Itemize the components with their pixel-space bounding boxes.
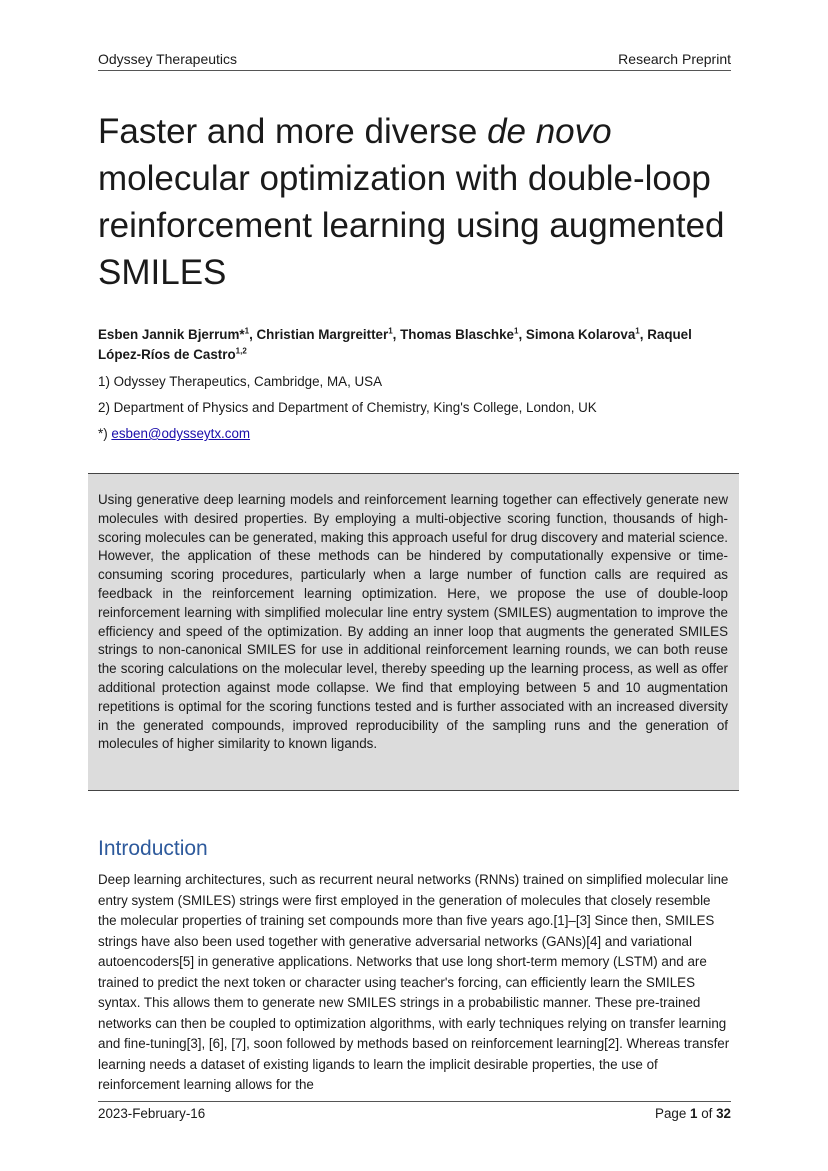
author-separator: , bbox=[518, 327, 526, 342]
author-name: Esben Jannik Bjerrum* bbox=[98, 327, 245, 342]
page-of: of bbox=[697, 1106, 717, 1121]
header-document-type: Research Preprint bbox=[618, 51, 731, 67]
author-name: Raquel López-Ríos de Castro bbox=[98, 327, 692, 362]
introduction-paragraph: Deep learning architectures, such as recurrent neural networks (RNNs) trained on simplified molecular line entry system (SMILES) strings were first employed in the generation of molecules that closely resemble the molecular properties of training set compounds more than five years ago.[1]–[3] Since then, SMILES strings have also been used together with generative adversarial networks (GANs)[4] and variational autoencoders[5] in generative applications. Networks that use long short-term memory (LSTM) and are trained to predict the next token or character using teacher's forcing, can efficiently learn the SMILES syntax. This allows them to generate new SMILES strings in a probabilistic manner. These pre-trained networks can then be coupled to optimization algorithms, with early techniques relying on transfer learning and fine-tuning[3], [6], [7], soon followed by methods based on reinforcement learning[2]. Whereas transfer learning needs a dataset of existing ligands to learn the implicit desirable properties, the use of reinforcement learning allows for the bbox=[98, 872, 730, 1092]
paper-title bbox=[98, 108, 738, 296]
author-separator: , bbox=[249, 327, 257, 342]
running-header bbox=[98, 51, 731, 71]
section-heading-introduction: Introduction bbox=[98, 837, 208, 860]
corresponding-contact bbox=[98, 425, 738, 442]
title-part-2: molecular optimization with double-loop reinforcement learning using augmented SMILES bbox=[98, 159, 725, 292]
page-prefix: Page bbox=[655, 1106, 691, 1121]
author-separator: , bbox=[392, 327, 401, 342]
page-current: 1 bbox=[690, 1106, 698, 1121]
page-number bbox=[655, 1105, 731, 1122]
author-affiliation-mark: 1,2 bbox=[235, 346, 247, 356]
author-affiliation-mark: 1 bbox=[514, 326, 519, 336]
abstract-box: Using generative deep learning models and reinforcement learning together can effectively generate new molecules with desired properties. By employing a multi-objective scoring function, thousands of high-scoring molecules can be generated, making this approach useful for drug discovery and material science. However, the application of these methods can be hindered by computationally expensive or time-consuming scoring procedures, particularly when a large number of function calls are required as feedback in the reinforcement learning optimization. Here, we propose the use of double-loop reinforcement learning with simplified molecular line entry system (SMILES) augmentation to improve the efficiency and speed of the optimization. By adding an inner loop that augments the generated SMILES strings to non-canonical SMILES for use in additional reinforcement learning rounds, we can both reuse the scoring calculations on the molecular level, thereby speeding up the learning process, as well as offer additional protection against mode collapse. We find that employing between 5 and 10 augmentation repetitions is optimal for the scoring functions tested and is further associated with an increased diversity in the generated compounds, improved reproducibility of the sampling runs and the generation of molecules of higher similarity to known ligands. bbox=[88, 473, 739, 791]
header-organization: Odyssey Therapeutics bbox=[98, 51, 238, 67]
contact-email-link[interactable]: esben@odysseytx.com bbox=[111, 426, 251, 441]
author-affiliation-mark: 1 bbox=[388, 326, 393, 336]
affiliation-2: 2) Department of Physics and Department of Chemistry, King's College, London, UK bbox=[98, 400, 597, 415]
author-name: Christian Margreitter bbox=[256, 327, 389, 342]
title-part-1: Faster and more diverse bbox=[98, 112, 488, 151]
author-separator: , bbox=[639, 327, 648, 342]
page-footer bbox=[98, 1101, 731, 1122]
author-list bbox=[98, 325, 738, 365]
author-affiliation-mark: 1 bbox=[635, 326, 640, 336]
author-affiliation-mark: 1 bbox=[244, 326, 250, 336]
author-name: Simona Kolarova bbox=[525, 327, 636, 342]
contact-prefix: *) bbox=[98, 426, 112, 441]
author-name: Thomas Blaschke bbox=[400, 327, 514, 342]
page-total: 32 bbox=[716, 1106, 731, 1121]
title-italic: de novo bbox=[487, 112, 612, 151]
affiliation-1: 1) Odyssey Therapeutics, Cambridge, MA, USA bbox=[98, 374, 383, 389]
footer-date: 2023-February-16 bbox=[98, 1106, 206, 1121]
